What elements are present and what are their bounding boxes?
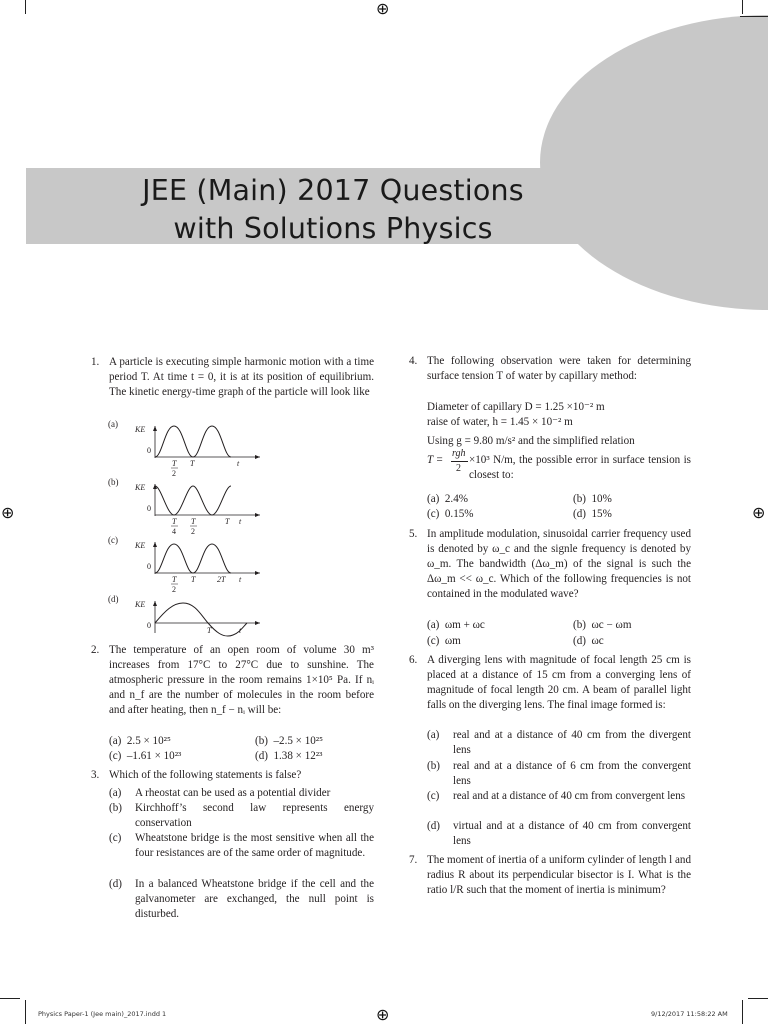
option-text: A rheostat can be used as a potential divider (135, 787, 331, 799)
option-label: (a) (427, 493, 440, 505)
option-text: real and at a distance of 6 cm from the convergent lens (453, 760, 691, 787)
formula-rest: ×10³ N/m, the possible error in surface tension is closest to: (469, 454, 691, 481)
option-label: (d) (109, 878, 122, 890)
q5-option-b (573, 618, 631, 633)
option-text: In a balanced Wheatstone bridge if the cell and the galvanometer are exchanged, the null point is disturbed. (135, 878, 374, 920)
crop-mark (740, 16, 768, 17)
tick-quarter-T: T (172, 517, 177, 526)
ke-axis-label: KE (135, 541, 146, 550)
tick-T: T (191, 575, 196, 584)
page-title (26, 172, 640, 248)
ke-axis-label: KE (135, 600, 146, 609)
registration-mark-left: ⊕ (1, 503, 15, 522)
option-label: (c) (427, 635, 440, 647)
formula-numerator: rgh (452, 448, 466, 459)
tick-quarter-T-denominator: 4 (172, 527, 176, 536)
option-text: 2.5 × 10²⁵ (126, 735, 171, 747)
option-a-label: (a) (108, 419, 118, 429)
tick-T: T (225, 517, 230, 526)
option-label: (c) (109, 750, 122, 762)
option-label: (c) (427, 508, 440, 520)
option-label: (a) (109, 735, 122, 747)
tick-half-T: T (172, 575, 177, 584)
option-label: (d) (255, 750, 268, 762)
origin-label: 0 (147, 504, 151, 513)
t-axis-label: t (237, 459, 240, 468)
tick-half-T-denominator: 2 (172, 585, 176, 594)
question-number: 7. (409, 854, 418, 866)
option-text: 0.15% (444, 508, 474, 520)
question-number: 6. (409, 654, 418, 666)
crop-mark (742, 0, 743, 14)
option-label: (c) (427, 790, 440, 802)
option-text: –1.61 × 10²³ (126, 750, 182, 762)
option-text: real and at a distance of 40 cm from the divergent lens (453, 729, 691, 756)
question-number: 5. (409, 528, 418, 540)
registration-mark-top: ⊕ (376, 0, 390, 18)
q5-option-d (573, 634, 604, 649)
option-text: real and at a distance of 40 cm from convergent lens (453, 790, 686, 802)
q4-diameter-line: Diameter of capillary D = 1.25 ×10⁻² m (427, 401, 605, 413)
crop-mark (25, 1000, 26, 1024)
registration-mark-right: ⊕ (752, 503, 766, 522)
option-label: (b) (255, 735, 268, 747)
question-text: The moment of inertia of a uniform cylinder of length l and radius R about its perpendicular bisector is I. What is the ratio l/R such that the moment of inertia is minimum? (427, 854, 692, 896)
tick-half-T-denominator: 2 (172, 469, 176, 478)
tick-half-T: T (172, 459, 177, 468)
option-d-label: (d) (108, 594, 119, 604)
origin-label: 0 (147, 446, 151, 455)
option-label: (c) (109, 832, 122, 844)
option-label: (b) (427, 760, 440, 772)
option-text: ωm + ωc (444, 619, 485, 631)
option-text: 15% (591, 508, 612, 520)
question-text: A diverging lens with magnitude of focal length 25 cm is placed at a distance of 15 cm from a converging lens of magnitude of focal length 20 cm. A beam of parallel light falls on the diverging lens. The final image formed is: (427, 654, 691, 711)
origin-label: 0 (147, 562, 151, 571)
option-text: ωm (444, 635, 461, 647)
ke-axis-label: KE (135, 425, 146, 434)
title-line-2: with Solutions Physics (173, 212, 493, 245)
q2-option-b (255, 734, 323, 749)
registration-mark-bottom: ⊕ (376, 1005, 390, 1024)
q5-option-c (427, 634, 461, 649)
question-text: A particle is executing simple harmonic motion with a time period T. At time t = 0, it is at its position of equilibrium. The kinetic energy-time graph of the particle will look like (109, 356, 374, 398)
q2-option-d (255, 749, 322, 764)
formula-lhs: T = (427, 454, 444, 466)
crop-mark (25, 0, 26, 14)
option-text: virtual and at a distance of 40 cm from convergent lens (453, 820, 691, 847)
option-label: (d) (573, 508, 586, 520)
crop-mark (0, 998, 20, 999)
footer-timestamp: 9/12/2017 11:58:22 AM (651, 1010, 728, 1018)
crop-mark (748, 998, 768, 999)
decorative-half-circle (540, 15, 768, 310)
option-label: (d) (427, 820, 440, 832)
q4-rise-line: raise of water, h = 1.45 × 10⁻² m (427, 416, 573, 428)
option-label: (b) (573, 619, 586, 631)
t-axis-label: t (239, 626, 242, 635)
crop-mark (742, 1000, 743, 1024)
q2-option-c (109, 749, 181, 764)
option-label: (a) (427, 729, 440, 741)
option-text: ωc (591, 635, 604, 647)
title-line-1: JEE (Main) 2017 Questions (142, 174, 524, 207)
q5-option-a (427, 618, 485, 633)
question-number: 2. (91, 644, 100, 656)
option-label: (a) (109, 787, 122, 799)
q4-option-b (573, 492, 612, 507)
origin-label: 0 (147, 621, 151, 630)
option-text: –2.5 × 10²⁵ (273, 735, 323, 747)
question-number: 4. (409, 355, 418, 367)
option-text: Kirchhoff’s second law represents energy conservation (135, 802, 374, 829)
option-text: 10% (591, 493, 612, 505)
option-text: 2.4% (444, 493, 468, 505)
option-label: (d) (573, 635, 586, 647)
q4-relation-line: Using g = 9.80 m/s² and the simplified relation (427, 435, 635, 447)
tick-half-T-denominator: 2 (191, 527, 195, 536)
option-label: (b) (573, 493, 586, 505)
question-text: The following observation were taken for determining surface tension T of water by capillary method: (427, 355, 691, 382)
question-number: 1. (91, 356, 100, 368)
option-b-label: (b) (108, 477, 119, 487)
formula-denominator: 2 (456, 463, 461, 474)
option-text: ωc − ωm (591, 619, 632, 631)
tick-2T: 2T (217, 575, 226, 584)
option-c-label: (c) (108, 535, 118, 545)
q2-option-a (109, 734, 171, 749)
q4-option-c (427, 507, 474, 522)
q4-option-d (573, 507, 612, 522)
q1-graphs (105, 418, 270, 640)
tick-half-T: T (191, 517, 196, 526)
ke-axis-label: KE (135, 483, 146, 492)
footer-filename: Physics Paper-1 (Jee main)_2017.indd 1 (38, 1010, 167, 1018)
option-text: Wheatstone bridge is the most sensitive when all the four resistances are of the same order of magnitude. (135, 832, 374, 859)
option-label: (a) (427, 619, 440, 631)
option-text: 1.38 × 12²³ (273, 750, 323, 762)
t-axis-label: t (239, 575, 242, 584)
t-axis-label: t (239, 517, 242, 526)
q4-option-a (427, 492, 468, 507)
question-text: In amplitude modulation, sinusoidal carrier frequency used is denoted by ω_c and the signle frequency is denoted by ω_m. The bandwidth (Δω_m) of the signal is such the Δω_m << ω_c. Which of the following frequencies is not contained in the modulated wave? (427, 528, 691, 600)
question-text: Which of the following statements is false? (109, 769, 302, 781)
question-text: The temperature of an open room of volume 30 m³ increases from 17°C to 27°C due to sunshine. The atmospheric pressure in the room remains 1×10⁵ Pa. If nᵢ and n_f are the number of molecules in the room before and after heating, then n_f − nᵢ will be: (109, 644, 374, 716)
tick-T: T (207, 626, 212, 635)
tick-T: T (190, 459, 195, 468)
option-label: (b) (109, 802, 122, 814)
question-number: 3. (91, 769, 100, 781)
